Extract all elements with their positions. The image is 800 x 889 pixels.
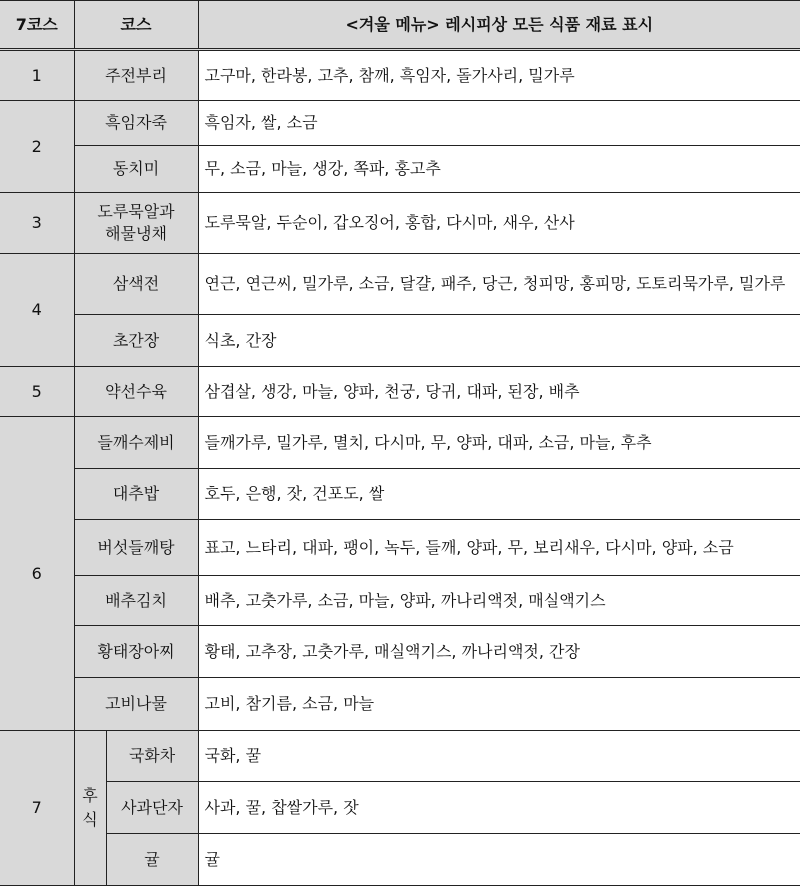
dish-name: 대추밥 — [74, 469, 198, 520]
dish-name: 사과단자 — [106, 782, 198, 834]
dish-header: 코스 — [74, 1, 198, 50]
dish-name-two-line — [74, 193, 198, 254]
header-row — [0, 1, 800, 50]
course-number: 1 — [0, 50, 74, 101]
table-row — [0, 417, 800, 469]
ingredient-list: 호두, 은행, 잣, 건포도, 쌀 — [198, 469, 800, 520]
table-row — [0, 626, 800, 678]
ingredient-list: 무, 소금, 마늘, 생강, 쪽파, 홍고추 — [198, 146, 800, 193]
table-row — [0, 315, 800, 367]
table-row — [0, 50, 800, 101]
table-row — [0, 101, 800, 146]
dish-name: 버섯들깨탕 — [74, 520, 198, 576]
table-row — [0, 678, 800, 731]
ingredient-header: <겨울 메뉴> 레시피상 모든 식품 재료 표시 — [198, 1, 800, 50]
course-number: 7 — [0, 731, 74, 886]
table-row — [0, 193, 800, 254]
dish-name: 삼색전 — [74, 254, 198, 315]
dish-name: 황태장아찌 — [74, 626, 198, 678]
ingredient-list: 연근, 연근씨, 밀가루, 소금, 달걀, 패주, 당근, 청피망, 홍피망, 도토리묵가루, 밀가루 — [198, 254, 800, 315]
ingredient-list: 흑임자, 쌀, 소금 — [198, 101, 800, 146]
course-number: 2 — [0, 101, 74, 193]
table-row — [0, 834, 800, 886]
table-row — [0, 520, 800, 576]
dish-name-line2: 해물냉채 — [105, 224, 167, 243]
dish-name: 주전부리 — [74, 50, 198, 101]
dish-name: 들깨수제비 — [74, 417, 198, 469]
dish-name: 국화차 — [106, 731, 198, 782]
dessert-label-char2: 식 — [82, 810, 98, 829]
dessert-label-char1: 후 — [82, 786, 98, 805]
dish-name: 귤 — [106, 834, 198, 886]
course-number: 4 — [0, 254, 74, 367]
ingredient-list: 황태, 고추장, 고춧가루, 매실액기스, 까나리액젓, 간장 — [198, 626, 800, 678]
course-number-header: 7코스 — [0, 1, 74, 50]
ingredient-list: 식초, 간장 — [198, 315, 800, 367]
course-number: 6 — [0, 417, 74, 731]
course-number: 5 — [0, 367, 74, 417]
table-row — [0, 782, 800, 834]
dish-name-line1: 도루묵알과 — [97, 202, 175, 221]
dish-name: 동치미 — [74, 146, 198, 193]
ingredient-list: 고비, 참기름, 소금, 마늘 — [198, 678, 800, 731]
ingredient-list: 도루묵알, 두순이, 갑오징어, 홍합, 다시마, 새우, 산사 — [198, 193, 800, 254]
ingredient-list: 귤 — [198, 834, 800, 886]
table-row — [0, 576, 800, 626]
dish-name: 초간장 — [74, 315, 198, 367]
ingredient-list: 국화, 꿀 — [198, 731, 800, 782]
dish-name: 약선수육 — [74, 367, 198, 417]
ingredient-list: 들깨가루, 밀가루, 멸치, 다시마, 무, 양파, 대파, 소금, 마늘, 후추 — [198, 417, 800, 469]
table-row — [0, 731, 800, 782]
ingredient-list: 사과, 꿀, 찹쌀가루, 잣 — [198, 782, 800, 834]
table-row — [0, 469, 800, 520]
ingredient-list: 삼겹살, 생강, 마늘, 양파, 천궁, 당귀, 대파, 된장, 배추 — [198, 367, 800, 417]
dish-name: 흑임자죽 — [74, 101, 198, 146]
ingredient-list: 배추, 고춧가루, 소금, 마늘, 양파, 까나리액젓, 매실액기스 — [198, 576, 800, 626]
ingredient-list: 표고, 느타리, 대파, 팽이, 녹두, 들깨, 양파, 무, 보리새우, 다시마, 양파, 소금 — [198, 520, 800, 576]
dish-name: 배추김치 — [74, 576, 198, 626]
table-row — [0, 254, 800, 315]
ingredient-list: 고구마, 한라봉, 고추, 참깨, 흑임자, 돌가사리, 밀가루 — [198, 50, 800, 101]
dish-name: 고비나물 — [74, 678, 198, 731]
table-row — [0, 367, 800, 417]
table-row — [0, 146, 800, 193]
course-number: 3 — [0, 193, 74, 254]
dessert-label — [74, 731, 106, 886]
